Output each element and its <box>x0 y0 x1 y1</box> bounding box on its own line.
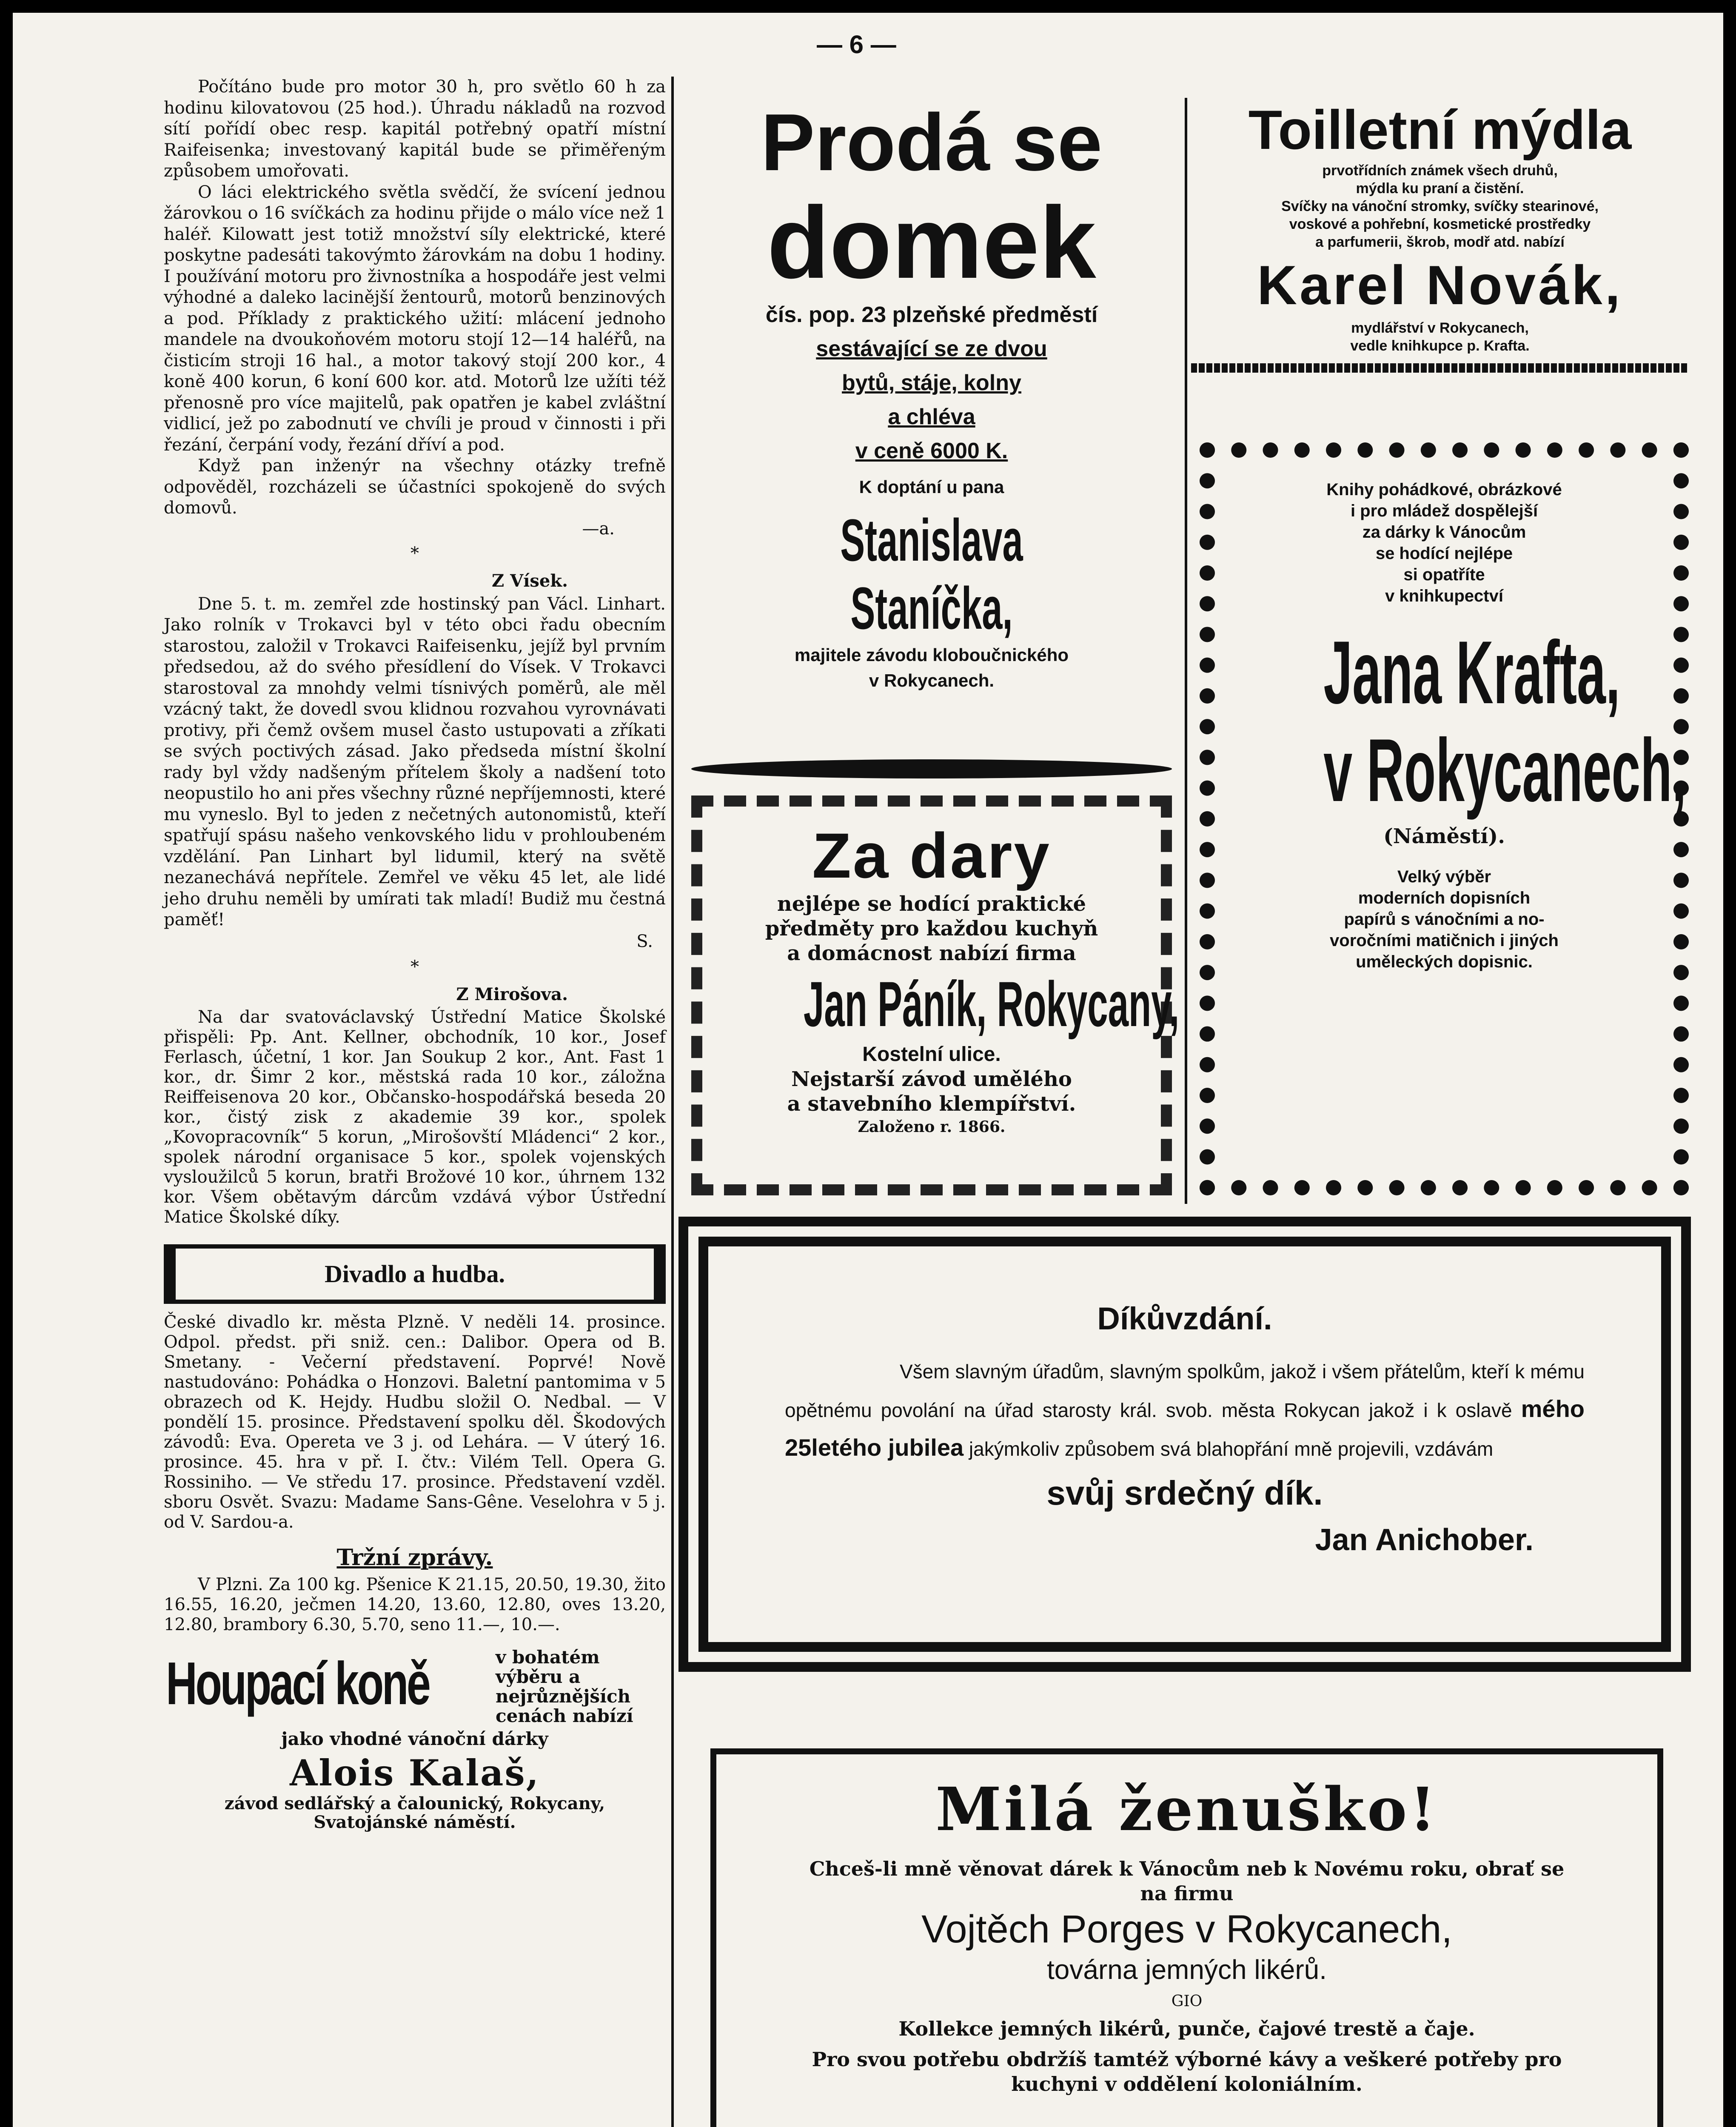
knihkupectvi-ad <box>1200 442 1689 1195</box>
ad-text: se hodící nejlépe <box>1375 544 1513 563</box>
ad-text: Svíčky na vánoční stromky, svíčky stearinové, <box>1281 198 1599 214</box>
ad-text: voročními matičnich i jiných <box>1330 931 1559 950</box>
ad-text: čís. pop. 23 plzeňské předměstí <box>765 302 1098 327</box>
ad-text: i pro mládež dospělejší <box>1350 502 1538 520</box>
article-paragraph: Dne 5. t. m. zemřel zde hostinský pan Václ. Linhart. Jako rolník v Trokavci byl v této obci řadu obecním starostou, založil v Trokavci Raifeisenku, jejíž byl prvním předsedou, až do svého přesídlení do Vísek. V Trokavci starostoval za mnohdy velmi tísnivých poměrů, ale měl vzácný takt, že dovedl svou klidnou rozvahou vyrovnávati protivy, při čemž ovšem musel často ustupovati a zříkati se svých poctivých zásad. Jako předseda místní školní rady byl vždy nadšeným přítelem školy a nadšení toto neopustilo ho ani přes všechny různé nepříjemnosti, které mu vyneslo. Byl to jeden z nečetných autonomistů, kteří spatřují spásu našeho venkovského lidu v prohloubeném vzdělání. Pan Linhart byl lidumil, který na světě nezanechává nepřítele. Zemřel ve věku 45 let, ale lidé jeho druhu neměli by umírati tak mladí! Budiž mu čestná paměť! <box>164 594 666 929</box>
ad-text: závod sedlářský a čalounický, Rokycany, <box>224 1793 605 1813</box>
separator-star: * <box>410 543 419 563</box>
ad-text: na firmu <box>1140 1882 1234 1905</box>
ad-name: Vojtěch Porges v Rokycanech, <box>921 1907 1452 1951</box>
prodej-domku-ad <box>681 98 1183 693</box>
section-heading: Z Vísek. <box>492 570 568 591</box>
separator-star: * <box>410 957 419 977</box>
column-rule <box>671 77 674 2127</box>
signature: —a. <box>582 519 615 539</box>
divadlo-heading-box <box>164 1244 666 1304</box>
decorative-bar <box>1191 363 1689 373</box>
ad-text: K doptání u pana <box>859 477 1004 497</box>
ad-text: jako vhodné vánoční dárky <box>281 1728 548 1749</box>
ad-name: Alois Kalaš, <box>290 1751 540 1794</box>
notice-thanks: svůj srdečný dík. <box>1046 1474 1323 1512</box>
ad-name: Jana Krafta, <box>1323 622 1620 722</box>
ad-text: Chceš-li mně věnovat dárek k Vánocům neb k Novému roku, obrať se <box>809 1857 1565 1880</box>
ad-text: v Rokycanech. <box>869 670 995 690</box>
ad-text: bytů, stáje, kolny <box>842 371 1021 395</box>
ad-text: v knihkupectví <box>1385 587 1503 605</box>
article-paragraph: O láci elektrického světla svědčí, že svícení jednou žárovkou o 16 svíčkách za hodinu přijde o málo více než 1 haléř. Kilowatt jest totiž množství síly elektrické, které poskytne padesáti takovýmto žárovkám na dobu 1 hodiny. I používání motoru pro živnostníka a hospodáře jest velmi výhodné a daleko lacinější žentourů, motorů benzinových a pod. Příklady z praktického užití: mlácení jednoho mandele na dvoukoňovém motoru stojí 12—14 haléřů, na čisticím stroji 16 hal., a motor takový stojí 200 kor., 4 koně 400 korun, 6 koní 600 kor. atd. Motorů lze užíti též přenosně pro více majitelů, pak opatřen je kabel zvláštní vidlicí, jež po zabodnutí ve chvíli je proud v činnosti i při řezání, čerpání vody, řezání dříví a pod. <box>164 182 666 455</box>
ad-text: papírů s vánočními a no- <box>1344 910 1545 929</box>
ad-text: vedle knihkupce p. Krafta. <box>1350 338 1530 354</box>
decorative-bar <box>691 759 1172 778</box>
ad-text: sestávající se ze dvou <box>816 336 1047 361</box>
article-paragraph: Když pan inženýr na všechny otázky trefně odpověděl, rozcházeli se účastníci spokojeně do svých domovů. <box>164 456 666 518</box>
notice-title: Díkůvzdání. <box>1097 1301 1272 1336</box>
ad-text: nejlépe se hodící praktické <box>777 892 1086 916</box>
article-paragraph: Počítáno bude pro motor 30 h, pro světlo 60 h za hodinu kilovatovou (25 hod.). Úhradu nákladů na rozvod sítí pořídí obec resp. kapitál potřebný opatří místní Raifeisenka; investovaný kapitál bude se přiměřeným způsobem umořovati. <box>164 77 666 181</box>
ad-text: a domácnost nabízí firma <box>787 941 1076 965</box>
ad-text: za dárky k Vánocům <box>1362 523 1526 542</box>
ad-name: Stanislava Staníčka, <box>840 507 1023 642</box>
ad-name: Jan Páník, Rokycany, <box>803 968 1180 1040</box>
ad-text: továrna jemných likérů. <box>1046 1954 1327 1985</box>
ad-text: moderních dopisních <box>1358 889 1531 907</box>
notice-text-part: Všem slavným úřadům, slavným spolkům, jakož i všem přátelům, kteří k mému opětnému povolání na úřad starosty král. svob. města Rokycan jakož i k oslavě <box>785 1360 1585 1421</box>
newspaper-page <box>13 13 1723 2127</box>
notice-text <box>785 1353 1585 1468</box>
mydla-ad <box>1191 98 1689 373</box>
ad-text: a parfumerii, škrob, modř atd. nabízí <box>1315 234 1565 250</box>
ad-text: v ceně 6000 K. <box>855 439 1008 463</box>
section-heading: Tržní zprávy. <box>336 1544 493 1571</box>
ad-text: Svatojánské náměstí. <box>314 1812 516 1832</box>
ad-ornament: GIO <box>1171 1993 1203 2010</box>
za-dary-ad <box>691 795 1180 1195</box>
ad-name: Karel Novák, <box>1257 254 1623 316</box>
article-paragraph: Na dar svatováclavský Ústřední Matice Školské přispěli: Pp. Ant. Kellner, obchodník, 10 kor., Josef Ferlasch, účetní, 1 kor. Jan Soukup 2 kor., Ant. Fast 1 kor., dr. Šimr 2 kor., městská rada 10 kor., záložna Reiffeisenova 20 kor., Občansko-hospodářská beseda 20 kor., čistý zisk z akademie 39 kor., spolek „Kovopracovník“ 5 korun, „Mirošovští Mládenci“ 2 kor., spolek národní organisace 5 kor., spolek vojenských vysloužilců 5 korun, bratři Brožové 10 kor., úhrnem 132 kor. Všem obětavým dárcům vzdává výbor Ústřední Matice Školské díky. <box>164 1007 666 1227</box>
dikuvzdani-notice <box>678 1217 1691 1672</box>
ad-headline: Prodá se <box>761 97 1103 188</box>
ad-text: mýdla ku praní a čistění. <box>1356 180 1524 197</box>
notice-emphasis: mého 25letého jubilea <box>785 1395 1585 1461</box>
page-number: — 6 — <box>817 30 896 59</box>
ad-text: prvotřídních známek všech druhů, <box>1322 163 1558 179</box>
left-column <box>164 77 666 1830</box>
ad-address <box>164 1794 666 1832</box>
ad-name: v Rokycanech, <box>1323 720 1687 820</box>
section-heading: Z Mirošova. <box>456 984 568 1004</box>
ad-text: v bohatém výběru a nejrůznějších cenách nabízí <box>496 1646 633 1726</box>
ad-text: mydlářství v Rokycanech, <box>1351 320 1529 336</box>
ad-text: Velký výběr <box>1397 867 1491 886</box>
ad-headline: Houpací koně <box>166 1649 429 1717</box>
notice-signature: Jan Anichober. <box>1315 1523 1534 1557</box>
ad-text: voskové a pohřební, kosmetické prostředky <box>1289 216 1591 232</box>
ad-text: Knihy pohádkové, obrázkové <box>1326 480 1562 499</box>
ad-text: Založeno r. 1866. <box>858 1118 1006 1136</box>
ad-text: (Náměstí). <box>1383 824 1505 848</box>
signature: S. <box>636 931 653 951</box>
article-paragraph: České divadlo kr. města Plzně. V neděli 14. prosince. Odpol. předst. při sniž. cen.: Dalibor. Opera od B. Smetany. - Večerní představení. Poprvé! Nově nastudováno: Pohádka o Honzovi. Baletní pantomima v 5 obrazech od K. Hejdy. Hudbu složil O. Nedbal. — V pondělí 15. prosince. Představení spolku děl. Škodových závodů: Eva. Opereta ve 3 j. od Lehára. — V úterý 16. prosince. 45. hra v př. I. čtv.: Vilém Tell. Opera G. Rossiniho. — Ve středu 17. prosince. Představení vzděl. sboru Osvět. Svazu: Madame Sans-Gêne. Veselohra v 5 j. od V. Sardou-a. <box>164 1312 666 1532</box>
ad-text: kuchyni v oddělení koloniálním. <box>1011 2073 1363 2096</box>
notice-text-part: jakýmkoliv způsobem svá blahopřání mně projevili, vzdávám <box>969 1438 1494 1460</box>
ad-text: uměleckých dopisnic. <box>1356 952 1533 971</box>
ad-text: předměty pro každou kuchyň <box>765 917 1098 941</box>
ad-text: a chlévа <box>888 405 975 429</box>
ad-headline: domek <box>767 185 1096 299</box>
ad-text: Kollekce jemných likérů, punče, čajové trestě a čaje. <box>898 2017 1475 2040</box>
ad-text: Pro svou potřebu obdržíš tamtéž výborné kávy a veškeré potřeby pro <box>812 2048 1562 2071</box>
ad-text: Kostelní ulice. <box>862 1043 1001 1066</box>
column-rule <box>1185 98 1187 1204</box>
article-paragraph: V Plzni. Za 100 kg. Pšenice K 21.15, 20.50, 19.30, žito 16.55, 16.20, ječmen 14.20, 13.60, 12.80, oves 13.20, 12.80, brambory 6.30, 5.70, seno 11.—, 10.—. <box>164 1574 666 1634</box>
ad-text: a stavebního klempířství. <box>787 1092 1076 1116</box>
ad-text: majitele závodu kloboučnického <box>794 645 1069 665</box>
ad-headline: Toilletní mýdla <box>1248 99 1632 161</box>
ad-headline: Milá ženuško! <box>935 1775 1438 1845</box>
porges-ad <box>710 1748 1663 2127</box>
ad-headline: Za dary <box>812 820 1051 891</box>
divadlo-title: Divadlo a hudba. <box>325 1260 505 1288</box>
houpaci-kone-ad <box>164 1648 666 1830</box>
ad-text: si opatříte <box>1403 565 1485 584</box>
ad-text: Nejstarší závod umělého <box>791 1067 1072 1091</box>
